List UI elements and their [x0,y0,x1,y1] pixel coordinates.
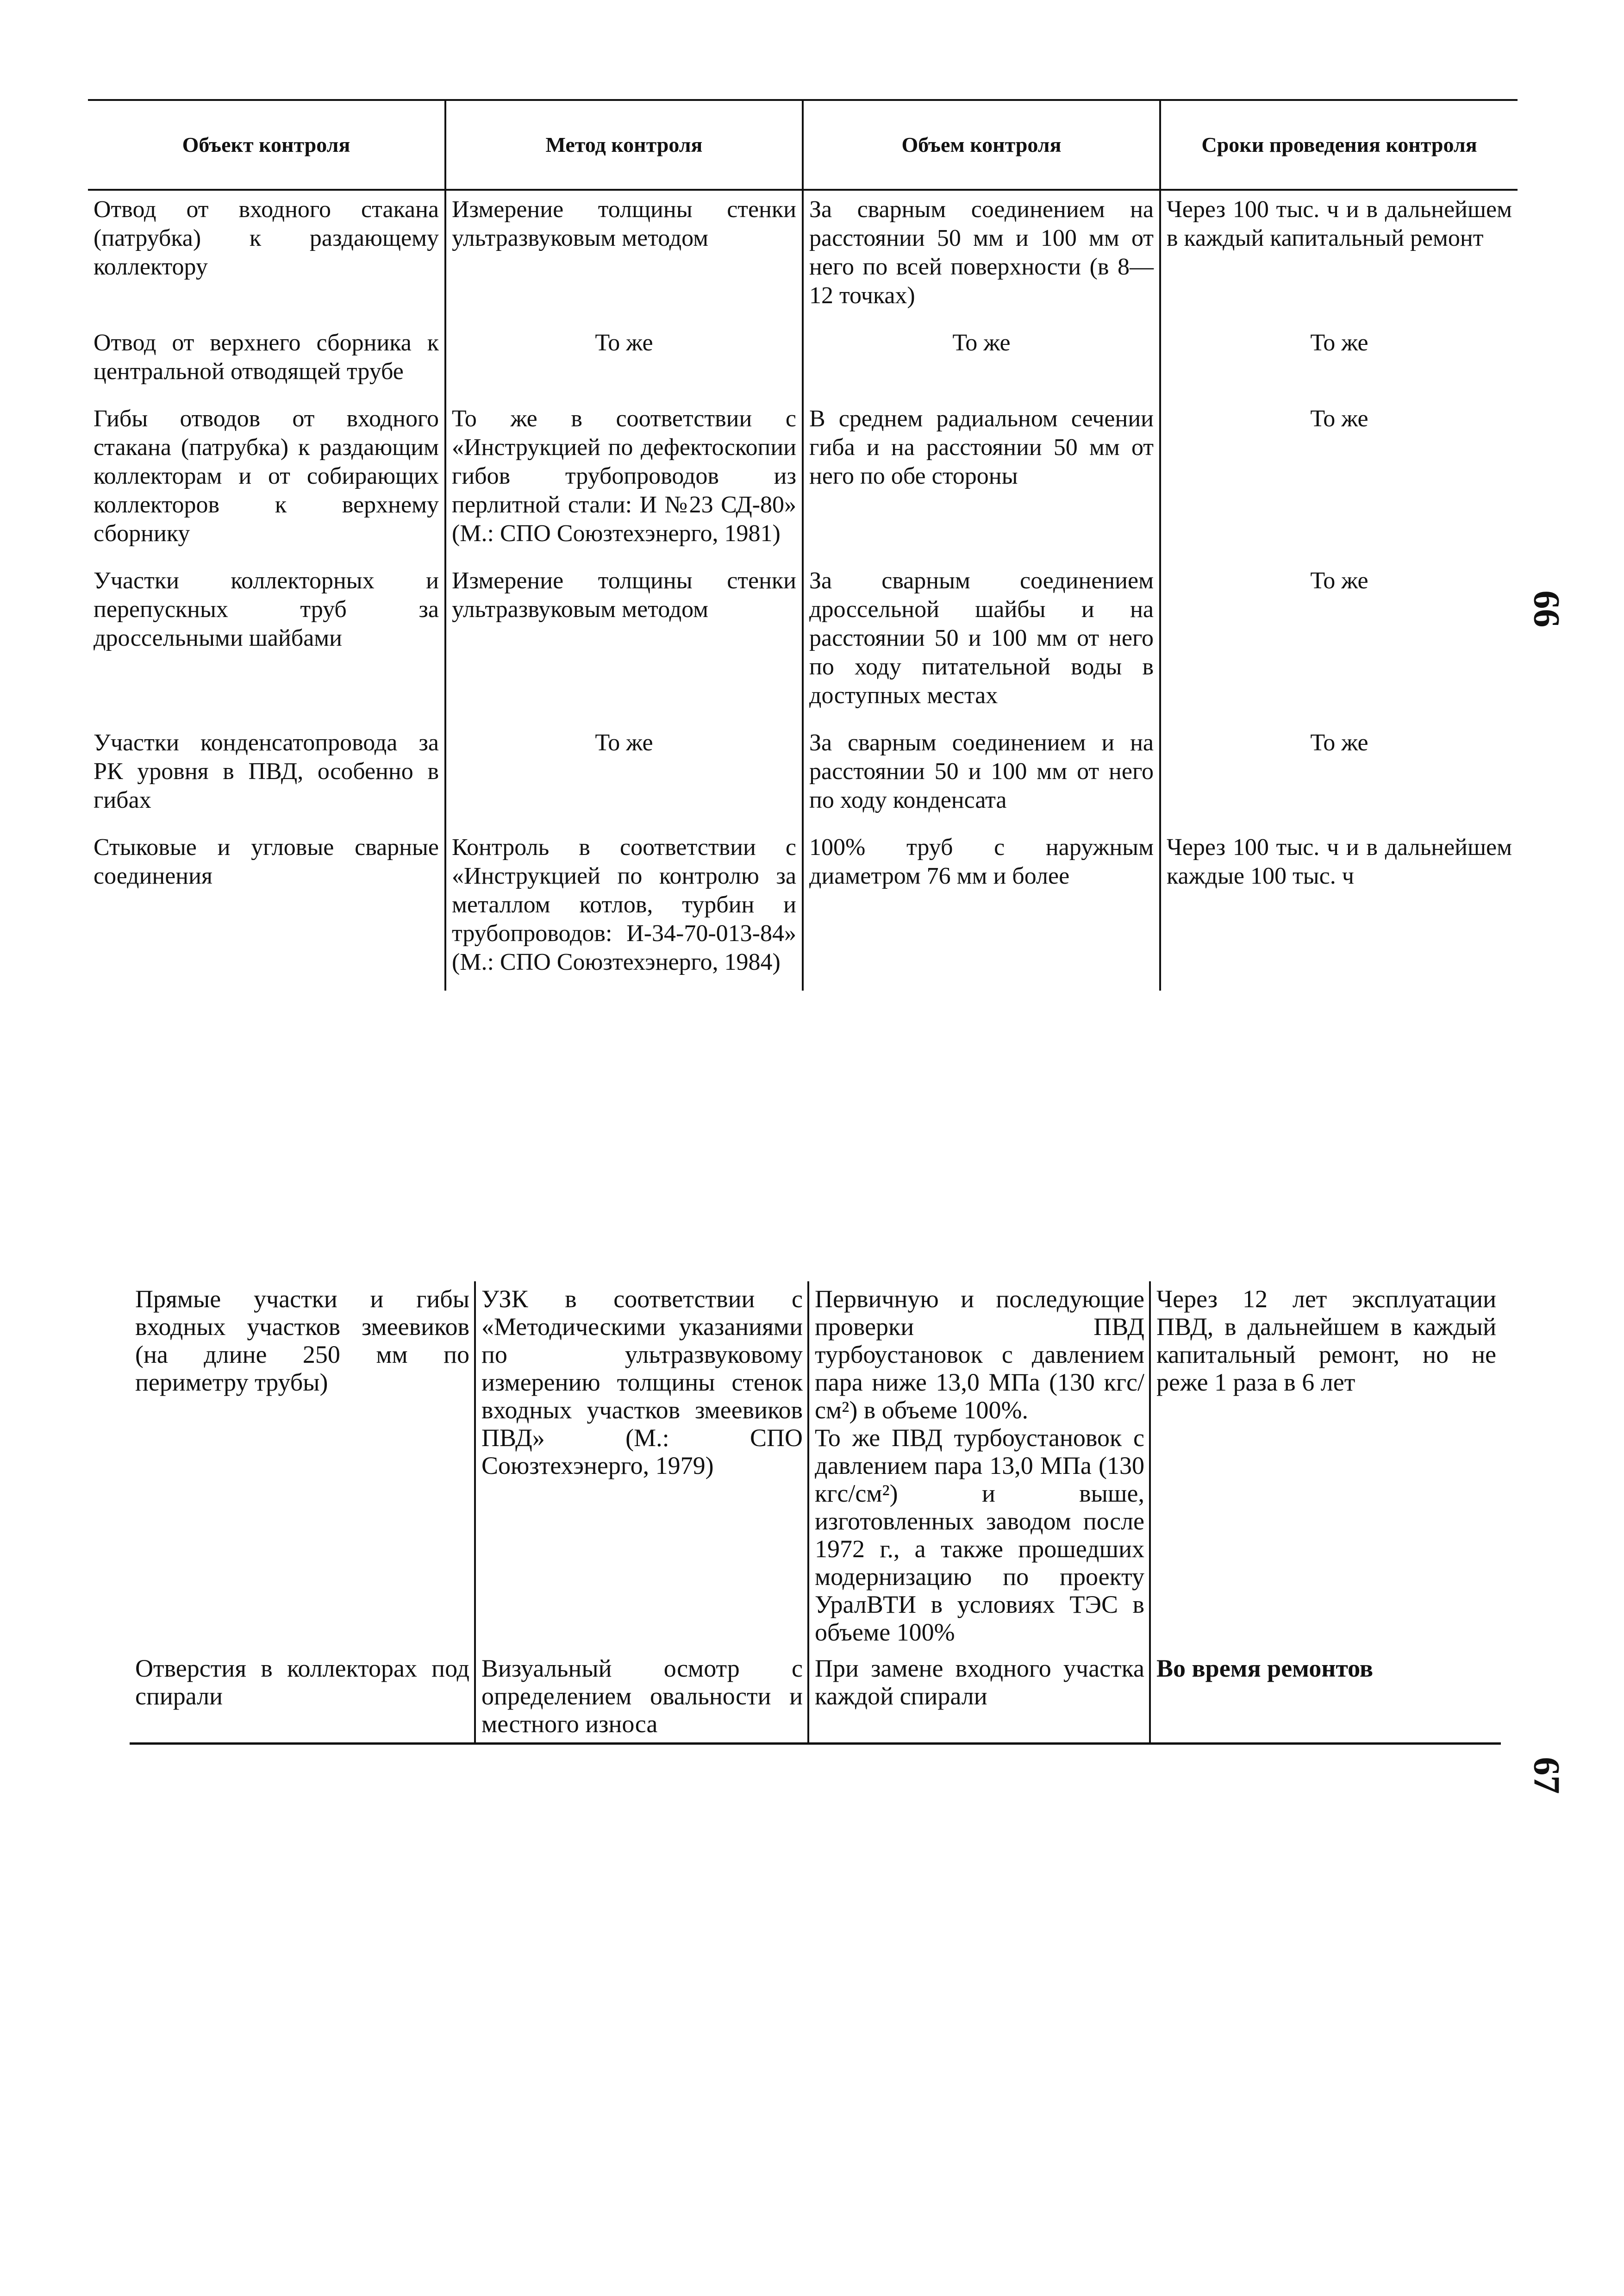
table-row [88,829,1518,991]
table-row [130,1651,1501,1744]
cell-method: Измерение толщины стенки ультразвуковым методом [445,190,803,324]
control-table-lower [130,1281,1501,1745]
cell-method: Контроль в соответствии с «Инструкцией по контролю за металлом котлов, турбин и трубопроводов: И-34-70-013-84» (М.: СПО Союзтехэнерго, 1984) [445,829,803,991]
cell-scope: То же [803,324,1160,400]
page-number-upper: 66 [1526,590,1567,628]
cell-object: Отвод от верхнего сборника к центральной отводящей трубе [94,330,439,385]
table-row [88,190,1518,324]
control-table-upper [88,99,1518,991]
cell-method: То же [445,724,803,829]
cell-timing: То же [1160,724,1518,829]
table-row [88,324,1518,400]
cell-timing: То же [1160,324,1518,400]
cell-object: Стыковые и угловые сварные соединения [94,834,439,889]
cell-scope-part-2: То же ПВД турбоустановок с давлением пара 13,0 МПа (130 кгс/см²) и выше, изготовленных заводом после 1972 г., а также прошедших модернизацию по проекту УралВТИ в условиях ТЭС в объеме 100% [815,1424,1144,1646]
cell-scope: За сварным соединением и на расстоянии 50 и 100 мм от него по ходу конденсата [803,724,1160,829]
cell-scope: За сварным соединением на расстоянии 50 мм и 100 мм от него по всей поверхности (в 8—12 точках) [803,190,1160,324]
table-row [130,1281,1501,1651]
cell-scope: За сварным соединением дроссельной шайбы и на расстоянии 50 и 100 мм от него по ходу питательной воды в доступных местах [803,562,1160,724]
cell-method: То же [445,324,803,400]
cell-scope [808,1281,1150,1651]
table-row [88,400,1518,562]
header-object: Объект контроля [88,100,445,190]
table-row [88,562,1518,724]
cell-object: Отверстия в коллекторах под спирали [130,1651,475,1744]
cell-method: То же в соответствии с «Инструкцией по дефектоскопии гибов трубопроводов из перлитной стали: И №23 СД-80» (М.: СПО Союзтехэнерго, 1981) [445,400,803,562]
cell-timing: То же [1160,562,1518,724]
table-header-row [88,100,1518,190]
cell-object: Гибы отводов от входного стакана (патрубка) к раздающим коллекторам и от собирающих коллекторов к верхнему сборнику [94,406,439,547]
cell-method: УЗК в соответствии с «Методическими указаниями по ультразвуковому измерению толщины стенок входных участков змеевиков ПВД» (М.: СПО Союзтехэнерго, 1979) [475,1281,808,1651]
cell-timing: Через 12 лет эксплуатации ПВД, в дальнейшем в каждый капитальный ремонт, но не реже 1 раза в 6 лет [1150,1281,1501,1651]
header-method: Метод контроля [445,100,803,190]
cell-object: Участки коллекторных и перепускных труб за дроссельными шайбами [94,568,439,651]
page-number-lower: 67 [1526,1757,1567,1794]
cell-timing: Через 100 тыс. ч и в дальнейшем каждые 100 тыс. ч [1160,829,1518,991]
cell-scope: В среднем радиальном сечении гиба и на расстоянии 50 мм от него по обе стороны [803,400,1160,562]
cell-method: Измерение толщины стенки ультразвуковым методом [445,562,803,724]
cell-object: Прямые участки и гибы входных участков змеевиков (на длине 250 мм по периметру трубы) [135,1285,469,1396]
cell-object: Участки конденсатопровода за РК уровня в ПВД, особенно в гибах [94,730,439,813]
cell-scope-part-1: Первичную и последующие проверки ПВД турбоустановок с давлением пара ниже 13,0 МПа (130 кгс/см²) в объеме 100%. [815,1285,1144,1424]
cell-scope: При замене входного участка каждой спирали [808,1651,1150,1744]
cell-object: Отвод от входного стакана (патрубка) к раздающему коллектору [94,196,439,280]
cell-scope: 100% труб с наружным диаметром 76 мм и более [803,829,1160,991]
cell-method: Визуальный осмотр с определением овальности и местного износа [475,1651,808,1744]
cell-timing: Через 100 тыс. ч и в дальнейшем в каждый капитальный ремонт [1160,190,1518,324]
header-timing: Сроки проведения контроля [1160,100,1518,190]
table-row [88,724,1518,829]
header-scope: Объем контроля [803,100,1160,190]
cell-timing: То же [1160,400,1518,562]
cell-timing: Во время ремонтов [1150,1651,1501,1744]
